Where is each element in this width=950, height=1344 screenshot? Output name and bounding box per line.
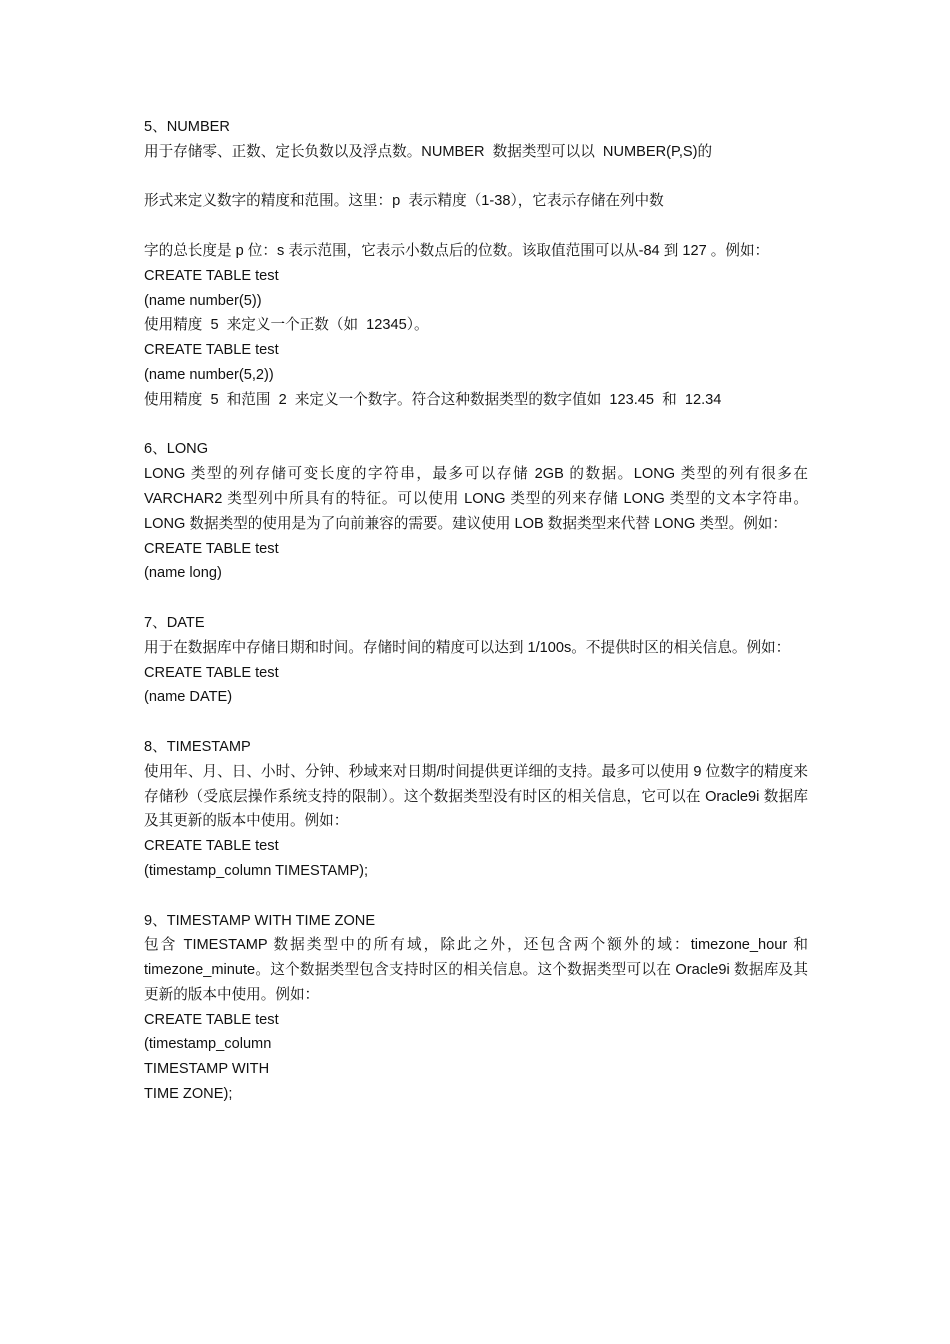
timestamp-description: 使用年、月、日、小时、分钟、秒域来对日期/时间提供更详细的支持。最多可以使用 9 位数字的精度来存储秒（受底层操作系统支持的限制）。这个数据类型没有时区的相关信息，它可以在 Oracle9i 数据库及其更新的版本中使用。例如： (144, 763, 808, 830)
document-body (144, 115, 808, 1107)
number-description-line-1: 用于存储零、正数、定长负数以及浮点数。NUMBER 数据类型可以以 NUMBER(P,S)的 (144, 143, 713, 160)
spacer (144, 710, 808, 735)
spacer (144, 165, 808, 190)
code-line: (name number(5)) (144, 292, 262, 309)
section-heading-timestamp: 8、TIMESTAMP (144, 738, 251, 755)
spacer (144, 884, 808, 909)
code-line: (timestamp_column TIMESTAMP); (144, 862, 369, 879)
spacer (144, 214, 808, 239)
number-description-line-2: 形式来定义数字的精度和范围。这里：p 表示精度（1-38），它表示存储在列中数 (144, 193, 664, 210)
code-line: (name long) (144, 565, 222, 582)
section-heading-date: 7、DATE (144, 614, 205, 631)
date-description: 用于在数据库中存储日期和时间。存储时间的精度可以达到 1/100s。不提供时区的相关信息。例如： (144, 639, 791, 656)
code-line: CREATE TABLE test (144, 267, 279, 284)
code-line: CREATE TABLE test (144, 540, 279, 557)
code-line: CREATE TABLE test (144, 342, 279, 359)
code-line: TIME ZONE); (144, 1086, 233, 1103)
code-line: (name number(5,2)) (144, 366, 274, 383)
code-line: CREATE TABLE test (144, 838, 279, 855)
code-line: CREATE TABLE test (144, 664, 279, 681)
long-description: LONG 类型的列存储可变长度的字符串，最多可以存储 2GB 的数据。LONG 类型的列有很多在 VARCHAR2 类型列中所具有的特征。可以使用 LONG 类型的列来存储 LONG 类型的文本字符串。LONG 数据类型的使用是为了向前兼容的需要。建议使用 LOB 数据类型来代替 LONG 类型。例如： (144, 466, 808, 532)
code-line: TIMESTAMP WITH (144, 1061, 270, 1078)
timestamp-tz-description: 包含 TIMESTAMP 数据类型中的所有域，除此之外，还包含两个额外的域：timezone_hour 和timezone_minute。这个数据类型包含支持时区的相关信息。这个数据类型可以在 Oracle9i 数据库及其更新的版本中使用。例如： (144, 937, 808, 1003)
section-heading-number: 5、NUMBER (144, 119, 230, 135)
section-heading-long: 6、LONG (144, 441, 209, 458)
number-description-line-3: 字的总长度是 p 位：s 表示范围，它表示小数点后的位数。该取值范围可以从-84 到 127 。例如： (144, 242, 770, 259)
spacer (144, 413, 808, 438)
spacer (144, 586, 808, 611)
code-line: (name DATE) (144, 689, 233, 706)
code-line: CREATE TABLE test (144, 1011, 279, 1028)
number-example-description: 使用精度 5 和范围 2 来定义一个数字。符合这种数据类型的数字值如 123.45 和 12.34 (144, 391, 722, 408)
code-line: (timestamp_column (144, 1036, 272, 1053)
section-heading-timestamp-with-time-zone: 9、TIMESTAMP WITH TIME ZONE (144, 912, 376, 929)
number-example-description: 使用精度 5 来定义一个正数（如 12345）。 (144, 317, 429, 334)
